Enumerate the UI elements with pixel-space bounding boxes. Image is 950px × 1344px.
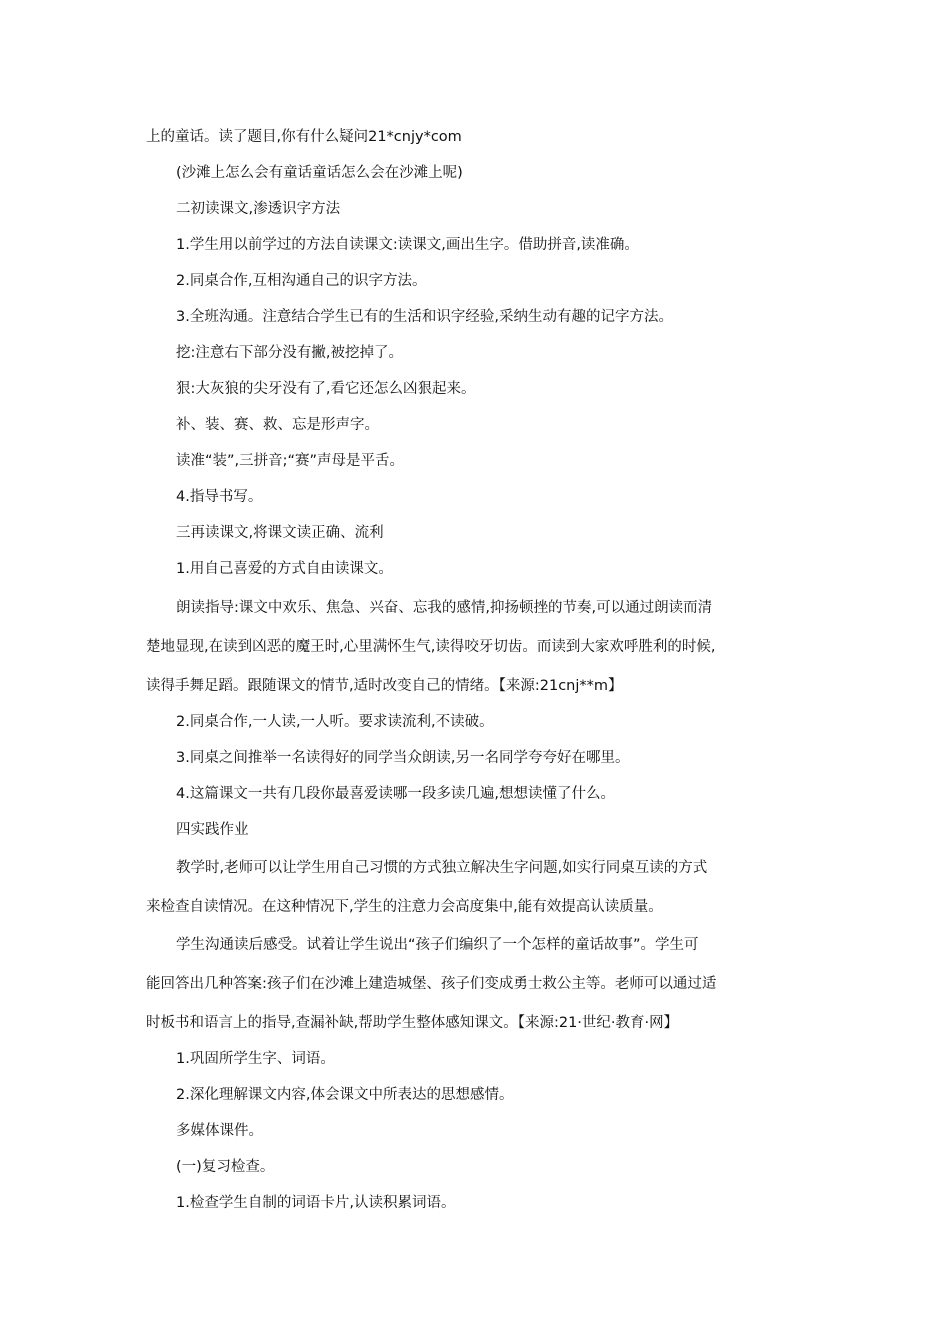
section-heading: 二初读课文,渗透识字方法 bbox=[176, 201, 341, 217]
text-line: 2.同桌合作,互相沟通自己的识字方法。 bbox=[176, 273, 427, 289]
text-line: 4.这篇课文一共有几段你最喜爱读哪一段多读几遍,想想读懂了什么。 bbox=[176, 786, 615, 802]
text-line: (沙滩上怎么会有童话童话怎么会在沙滩上呢) bbox=[176, 165, 463, 181]
text-line: 楚地显现,在读到凶恶的魔王时,心里满怀生气,读得咬牙切齿。而读到大家欢呼胜利的时候, bbox=[146, 639, 716, 655]
text-line: 3.同桌之间推举一名读得好的同学当众朗读,另一名同学夸夸好在哪里。 bbox=[176, 750, 630, 766]
text-line: 狠:大灰狼的尖牙没有了,看它还怎么凶狠起来。 bbox=[176, 381, 476, 397]
section-heading: 三再读课文,将课文读正确、流利 bbox=[176, 525, 384, 541]
text-line: 学生沟通读后感受。试着让学生说出“孩子们编织了一个怎样的童话故事”。学生可 bbox=[176, 937, 699, 953]
text-line: 2.深化理解课文内容,体会课文中所表达的思想感情。 bbox=[176, 1087, 514, 1103]
text-line: 2.同桌合作,一人读,一人听。要求读流利,不读破。 bbox=[176, 714, 494, 730]
text-line: 能回答出几种答案:孩子们在沙滩上建造城堡、孩子们变成勇士救公主等。老师可以通过适 bbox=[146, 976, 717, 992]
text-line: 4.指导书写。 bbox=[176, 489, 263, 505]
text-line: 读准“装”,三拼音;“赛”声母是平舌。 bbox=[176, 453, 405, 469]
text-line: 1.检查学生自制的词语卡片,认读积累词语。 bbox=[176, 1195, 456, 1211]
text-line: 挖:注意右下部分没有撇,被挖掉了。 bbox=[176, 345, 403, 361]
text-line: 补、装、赛、救、忘是形声字。 bbox=[176, 417, 379, 433]
section-heading: 四实践作业 bbox=[176, 822, 249, 838]
text-line: 上的童话。读了题目,你有什么疑问21*cnjy*com bbox=[146, 129, 462, 145]
text-line: 3.全班沟通。注意结合学生已有的生活和识字经验,采纳生动有趣的记字方法。 bbox=[176, 309, 673, 325]
text-line: (一)复习检查。 bbox=[176, 1159, 275, 1175]
text-line: 来检查自读情况。在这种情况下,学生的注意力会高度集中,能有效提高认读质量。 bbox=[146, 899, 663, 915]
text-line: 1.用自己喜爱的方式自由读课文。 bbox=[176, 561, 393, 577]
text-line: 1.巩固所学生字、词语。 bbox=[176, 1051, 335, 1067]
text-line: 1.学生用以前学过的方法自读课文:读课文,画出生字。借助拼音,读准确。 bbox=[176, 237, 639, 253]
text-line: 时板书和语言上的指导,查漏补缺,帮助学生整体感知课文。【来源:21·世纪·教育·网】 bbox=[146, 1015, 679, 1031]
text-line: 读得手舞足蹈。跟随课文的情节,适时改变自己的情绪。【来源:21cnj**m】 bbox=[146, 678, 623, 694]
text-line: 多媒体课件。 bbox=[176, 1123, 263, 1139]
text-line: 教学时,老师可以让学生用自己习惯的方式独立解决生字问题,如实行同桌互读的方式 bbox=[176, 860, 708, 876]
text-line: 朗读指导:课文中欢乐、焦急、兴奋、忘我的感情,抑扬顿挫的节奏,可以通过朗读而清 bbox=[176, 600, 713, 616]
